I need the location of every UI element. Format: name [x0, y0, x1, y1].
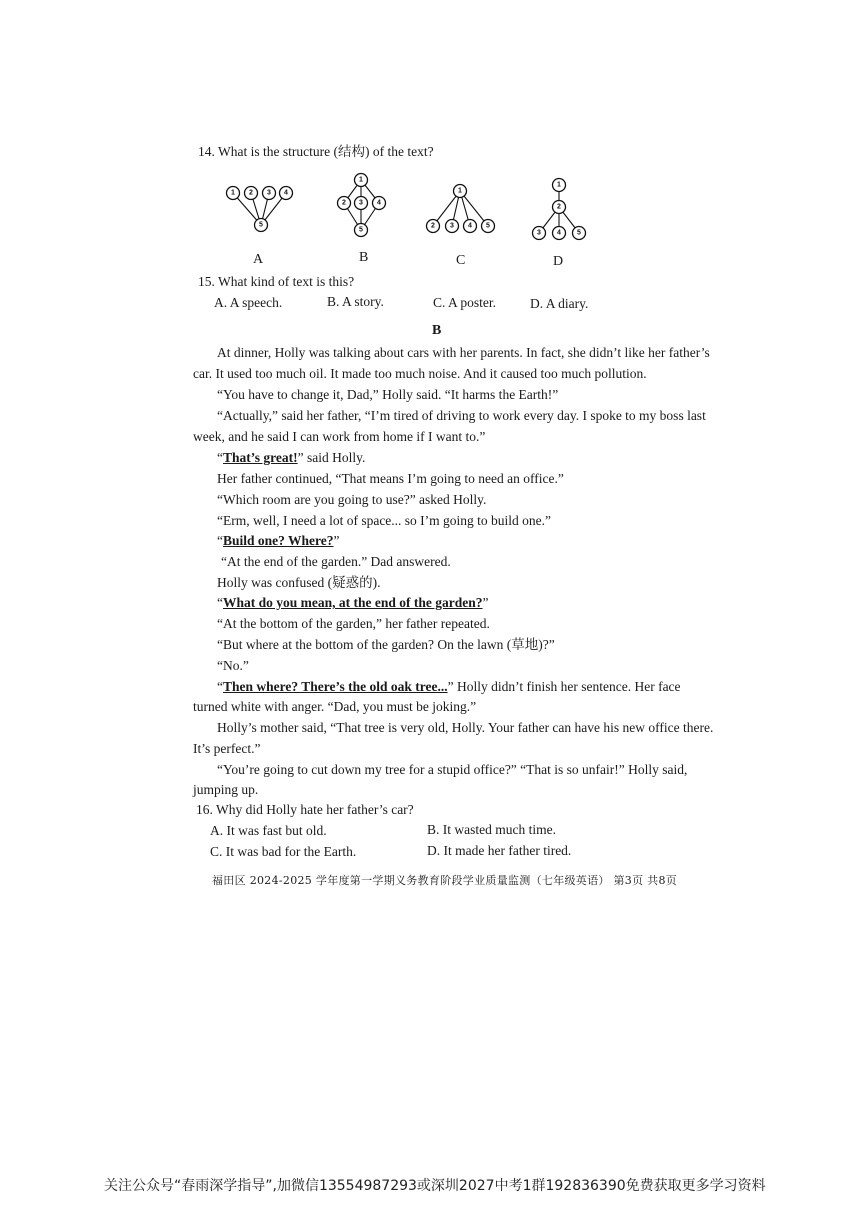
diagram-label-d: D — [553, 254, 564, 269]
q15-option-a: A. A speech. — [214, 295, 283, 310]
svg-text:1: 1 — [231, 189, 235, 197]
svg-text:3: 3 — [359, 199, 363, 207]
passage-line: “No.” — [217, 658, 249, 673]
svg-text:3: 3 — [537, 229, 541, 237]
svg-text:5: 5 — [577, 229, 581, 237]
q16-option-b: B. It wasted much time. — [427, 822, 556, 837]
question-14: 14. What is the structure (结构) of the text? — [198, 144, 434, 159]
passage-line: “At the end of the garden.” Dad answered. — [221, 554, 451, 569]
passage-line: “But where at the bottom of the garden? On the lawn (草地)?” — [217, 637, 555, 652]
passage-line: “Erm, well, I need a lot of space... so I’m going to build one.” — [217, 513, 552, 528]
question-15: 15. What kind of text is this? — [198, 274, 355, 289]
q16-option-c: C. It was bad for the Earth. — [210, 844, 357, 859]
underlined-sentence: Then where? There’s the old oak tree... — [223, 679, 448, 694]
svg-text:4: 4 — [468, 222, 472, 230]
underlined-sentence: That’s great! — [223, 450, 298, 465]
passage-line: “Which room are you going to use?” asked Holly. — [217, 492, 487, 507]
diagram-label-a: A — [253, 252, 264, 267]
passage-line: “At the bottom of the garden,” her father repeated. — [217, 616, 490, 631]
svg-text:2: 2 — [249, 189, 253, 197]
svg-text:4: 4 — [557, 229, 561, 237]
q16-option-a: A. It was fast but old. — [210, 823, 327, 838]
passage-line: At dinner, Holly was talking about cars with her parents. In fact, she didn’t like her father’s — [217, 345, 710, 360]
passage-line: “You’re going to cut down my tree for a stupid office?” “That is so unfair!” Holly said, — [217, 762, 688, 777]
passage-line: “You have to change it, Dad,” Holly said. “It harms the Earth!” — [217, 387, 559, 402]
svg-text:5: 5 — [486, 222, 490, 230]
diagram-label-b: B — [359, 250, 369, 265]
svg-text:1: 1 — [557, 181, 561, 189]
structure-diagram-c — [424, 182, 502, 234]
passage-line: week, and he said I can work from home if I want to.” — [193, 429, 486, 444]
svg-text:4: 4 — [377, 199, 381, 207]
q16-option-d: D. It made her father tired. — [427, 843, 572, 858]
passage-line: “What do you mean, at the end of the garden?” — [217, 595, 489, 610]
passage-line: Holly’s mother said, “That tree is very old, Holly. Your father can have his new office there. — [217, 720, 714, 735]
question-16: 16. Why did Holly hate her father’s car? — [196, 802, 414, 817]
passage-line: Her father continued, “That means I’m going to need an office.” — [217, 471, 564, 486]
passage-line: turned white with anger. “Dad, you must be joking.” — [193, 699, 477, 714]
svg-text:2: 2 — [431, 222, 435, 230]
underlined-sentence: Build one? Where? — [223, 533, 334, 548]
passage-line: “Then where? There’s the old oak tree...” Holly didn’t finish her sentence. Her face — [217, 679, 681, 694]
svg-text:1: 1 — [458, 187, 462, 195]
q15-option-b: B. A story. — [327, 294, 384, 309]
passage-line: It’s perfect.” — [193, 741, 261, 756]
passage-line: “Actually,” said her father, “I’m tired of driving to work every day. I spoke to my boss last — [217, 408, 706, 423]
svg-text:5: 5 — [359, 226, 363, 234]
structure-diagram-a — [222, 184, 302, 234]
passage-line: Holly was confused (疑惑的). — [217, 575, 381, 590]
q15-option-d: D. A diary. — [530, 296, 589, 311]
q15-option-c: C. A poster. — [433, 295, 497, 310]
promo-text: 关注公众号“春雨深学指导”,加微信13554987293或深圳2027中考1群192836390免费获取更多学习资料 — [104, 1178, 766, 1194]
structure-diagram-b — [334, 170, 394, 242]
section-heading: B — [432, 323, 442, 338]
passage-line: car. It used too much oil. It made too much noise. And it caused too much pollution. — [193, 366, 647, 381]
passage-line: jumping up. — [193, 782, 259, 797]
svg-text:2: 2 — [557, 203, 561, 211]
svg-text:2: 2 — [342, 199, 346, 207]
passage-line: “Build one? Where?” — [217, 533, 340, 548]
svg-text:5: 5 — [259, 221, 263, 229]
svg-text:3: 3 — [267, 189, 271, 197]
underlined-sentence: What do you mean, at the end of the garden? — [223, 595, 483, 610]
structure-diagram-d — [528, 176, 592, 244]
svg-text:1: 1 — [359, 176, 363, 184]
svg-text:4: 4 — [284, 189, 288, 197]
page-footer: 福田区 2024-2025 学年度第一学期义务教育阶段学业质量监测（七年级英语） 第3页 共8页 — [212, 874, 678, 887]
svg-text:3: 3 — [450, 222, 454, 230]
passage-line: “That’s great!” said Holly. — [217, 450, 366, 465]
diagram-label-c: C — [456, 253, 466, 268]
